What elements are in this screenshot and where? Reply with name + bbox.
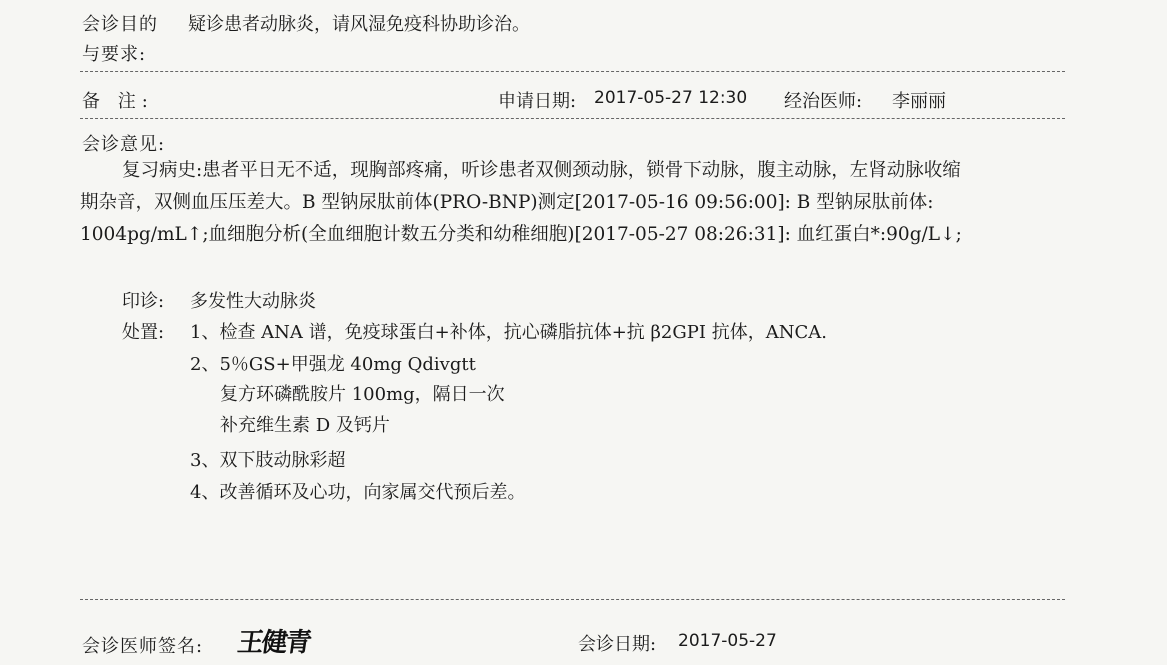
signature: 王健青 [235, 628, 312, 658]
consult-date: 2017-05-27 [678, 631, 777, 651]
divider [80, 599, 1065, 600]
purpose-text: 疑诊患者动脉炎，请风湿免疫科协助诊治。 [188, 14, 530, 35]
doctor-name: 李丽丽 [892, 91, 946, 112]
apply-date: 2017-05-27 12:30 [594, 88, 748, 108]
plan-item: 补充维生素 D 及钙片 [220, 415, 390, 436]
consult-date-label: 会诊日期: [578, 634, 657, 655]
purpose-label: 会诊目的 [82, 14, 158, 35]
plan-item: 复方环磷酰胺片 100mg，隔日一次 [220, 384, 505, 405]
opinion-label: 会诊意见: [82, 134, 166, 155]
doctor-label: 经治医师: [784, 91, 863, 112]
remark-label: 备 注: [82, 91, 154, 112]
plan-item: 3、双下肢动脉彩超 [190, 450, 346, 471]
plan-item: 1、检查 ANA 谱，免疫球蛋白+补体，抗心磷脂抗体+抗 β2GPI 抗体，ANCA. [190, 322, 827, 343]
plan-item: 2、5％GS+甲强龙 40mg Qdivgtt [190, 354, 476, 375]
consult-doctor-label: 会诊医师签名: [82, 636, 204, 657]
impression-text: 多发性大动脉炎 [190, 291, 316, 312]
history-line: 1004pg/mL↑;血细胞分析(全血细胞计数五分类和幼稚细胞)[2017-05-27 08:26:31]: 血红蛋白*:90g/L↓; [80, 224, 962, 245]
plan-item: 4、改善循环及心功，向家属交代预后差。 [190, 482, 526, 503]
apply-date-label: 申请日期: [498, 91, 577, 112]
impression-label: 印诊: [122, 291, 165, 312]
divider [80, 71, 1065, 72]
history-line: 复习病史:患者平日无不适，现胸部疼痛，听诊患者双侧颈动脉，锁骨下动脉，腹主动脉，左肾动脉收缩 [122, 160, 961, 181]
plan-label: 处置: [122, 322, 165, 343]
history-line: 期杂音，双侧血压压差大。B 型钠尿肽前体(PRO-BNP)测定[2017-05-16 09:56:00]: B 型钠尿肽前体: [80, 192, 934, 213]
purpose-label-line2: 与要求: [82, 44, 147, 65]
divider [80, 118, 1065, 119]
